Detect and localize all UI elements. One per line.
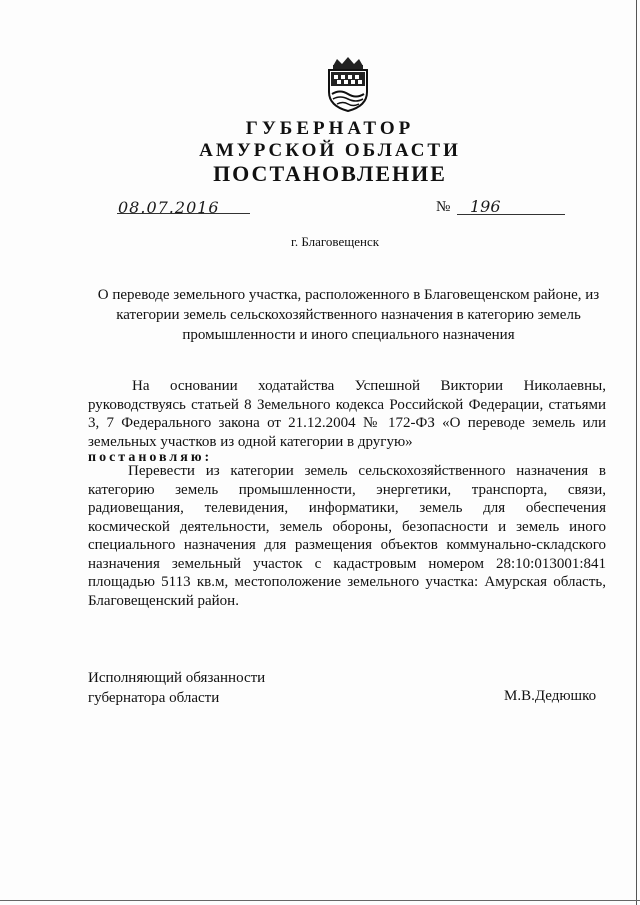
document-date: 08.07.2016 [118, 198, 220, 217]
number-label: № [436, 199, 451, 215]
amur-oblast-coat-of-arms-icon [323, 56, 373, 112]
position-line-1: Исполняющий обязанности [88, 670, 266, 686]
document-title: О переводе земельного участка, расположенного в Благовещенском районе, из категории земель сельскохозяйственного назначения в категорию земель промышленности и иного специального назначения [97, 287, 600, 343]
document-type: ПОСТАНОВЛЕНИЕ [213, 161, 447, 186]
position-line-2: губернатора области [88, 690, 220, 706]
basis-paragraph: На основании ходатайства Успешной Виктории Николаевны, руководствуясь статьей 8 Земельного кодекса Российской Федерации, статьями 3, 7 Федерального закона от 21.12.2004 № 172-ФЗ «О переводе земель или земельных участков из одной категории в другую» [88, 378, 606, 450]
decision-paragraph: Перевести из категории земель сельскохозяйственного назначения в категорию земель промышленности, энергетики, транспорта, связи, радиовещания, телевидения, информатики, земель для обеспечения космической деятельности, земель обороны, безопасности и земель иного специального назначения для размещения объектов коммунально-складского назначения земельный участок с кадастровым номером 28:10:013001:841 площадью 5113 кв.м, местоположение земельного участка: Амурская область, Благовещенский район. [88, 463, 606, 609]
city: г. Благовещенск [290, 234, 380, 249]
scan-edge-bottom [0, 900, 640, 901]
signatory-position [88, 668, 265, 708]
signatory-name: М.В.Дедюшко [504, 688, 597, 704]
decree-word: постановляю: [88, 450, 213, 465]
issuer-region: АМУРСКОЙ ОБЛАСТИ [199, 140, 461, 161]
issuer-title: ГУБЕРНАТОР [245, 118, 415, 139]
document-number: 196 [470, 197, 501, 216]
